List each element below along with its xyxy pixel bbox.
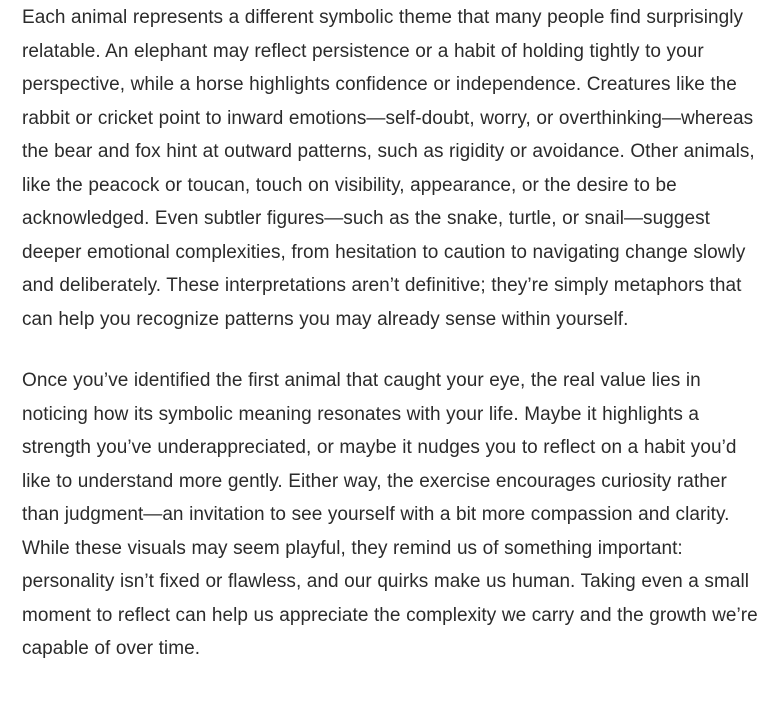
article-paragraph-1: Each animal represents a different symbolic theme that many people find surprisingly relatable. An elephant may reflect persistence or a habit of holding tightly to your perspective, while a horse highlights confidence or independence. Creatures like the rabbit or cricket point to inward emotions—self-doubt, worry, or overthinking—whereas the bear and fox hint at outward patterns, such as rigidity or avoidance. Other animals, like the peacock or toucan, touch on visibility, appearance, or the desire to be acknowledged. Even subtler figures—such as the snake, turtle, or snail—suggest deeper emotional complexities, from hesitation to caution to navigating change slowly and deliberately. These interpretations aren’t definitive; they’re simply metaphors that can help you recognize patterns you may already sense within yourself. bbox=[22, 7, 755, 330]
article-paragraph-2: Once you’ve identified the first animal that caught your eye, the real value lies in noticing how its symbolic meaning resonates with your life. Maybe it highlights a strength you’ve underappreciated, or maybe it nudges you to reflect on a habit you’d like to understand more gently. Either way, the exercise encourages curiosity rather than judgment—an invitation to see yourself with a bit more compassion and clarity. While these visuals may seem playful, they remind us of something important: personality isn’t fixed or flawless, and our quirks make us human. Taking even a small moment to reflect can help us appreciate the complexity we carry and the growth we’re capable of over time. bbox=[22, 370, 758, 659]
